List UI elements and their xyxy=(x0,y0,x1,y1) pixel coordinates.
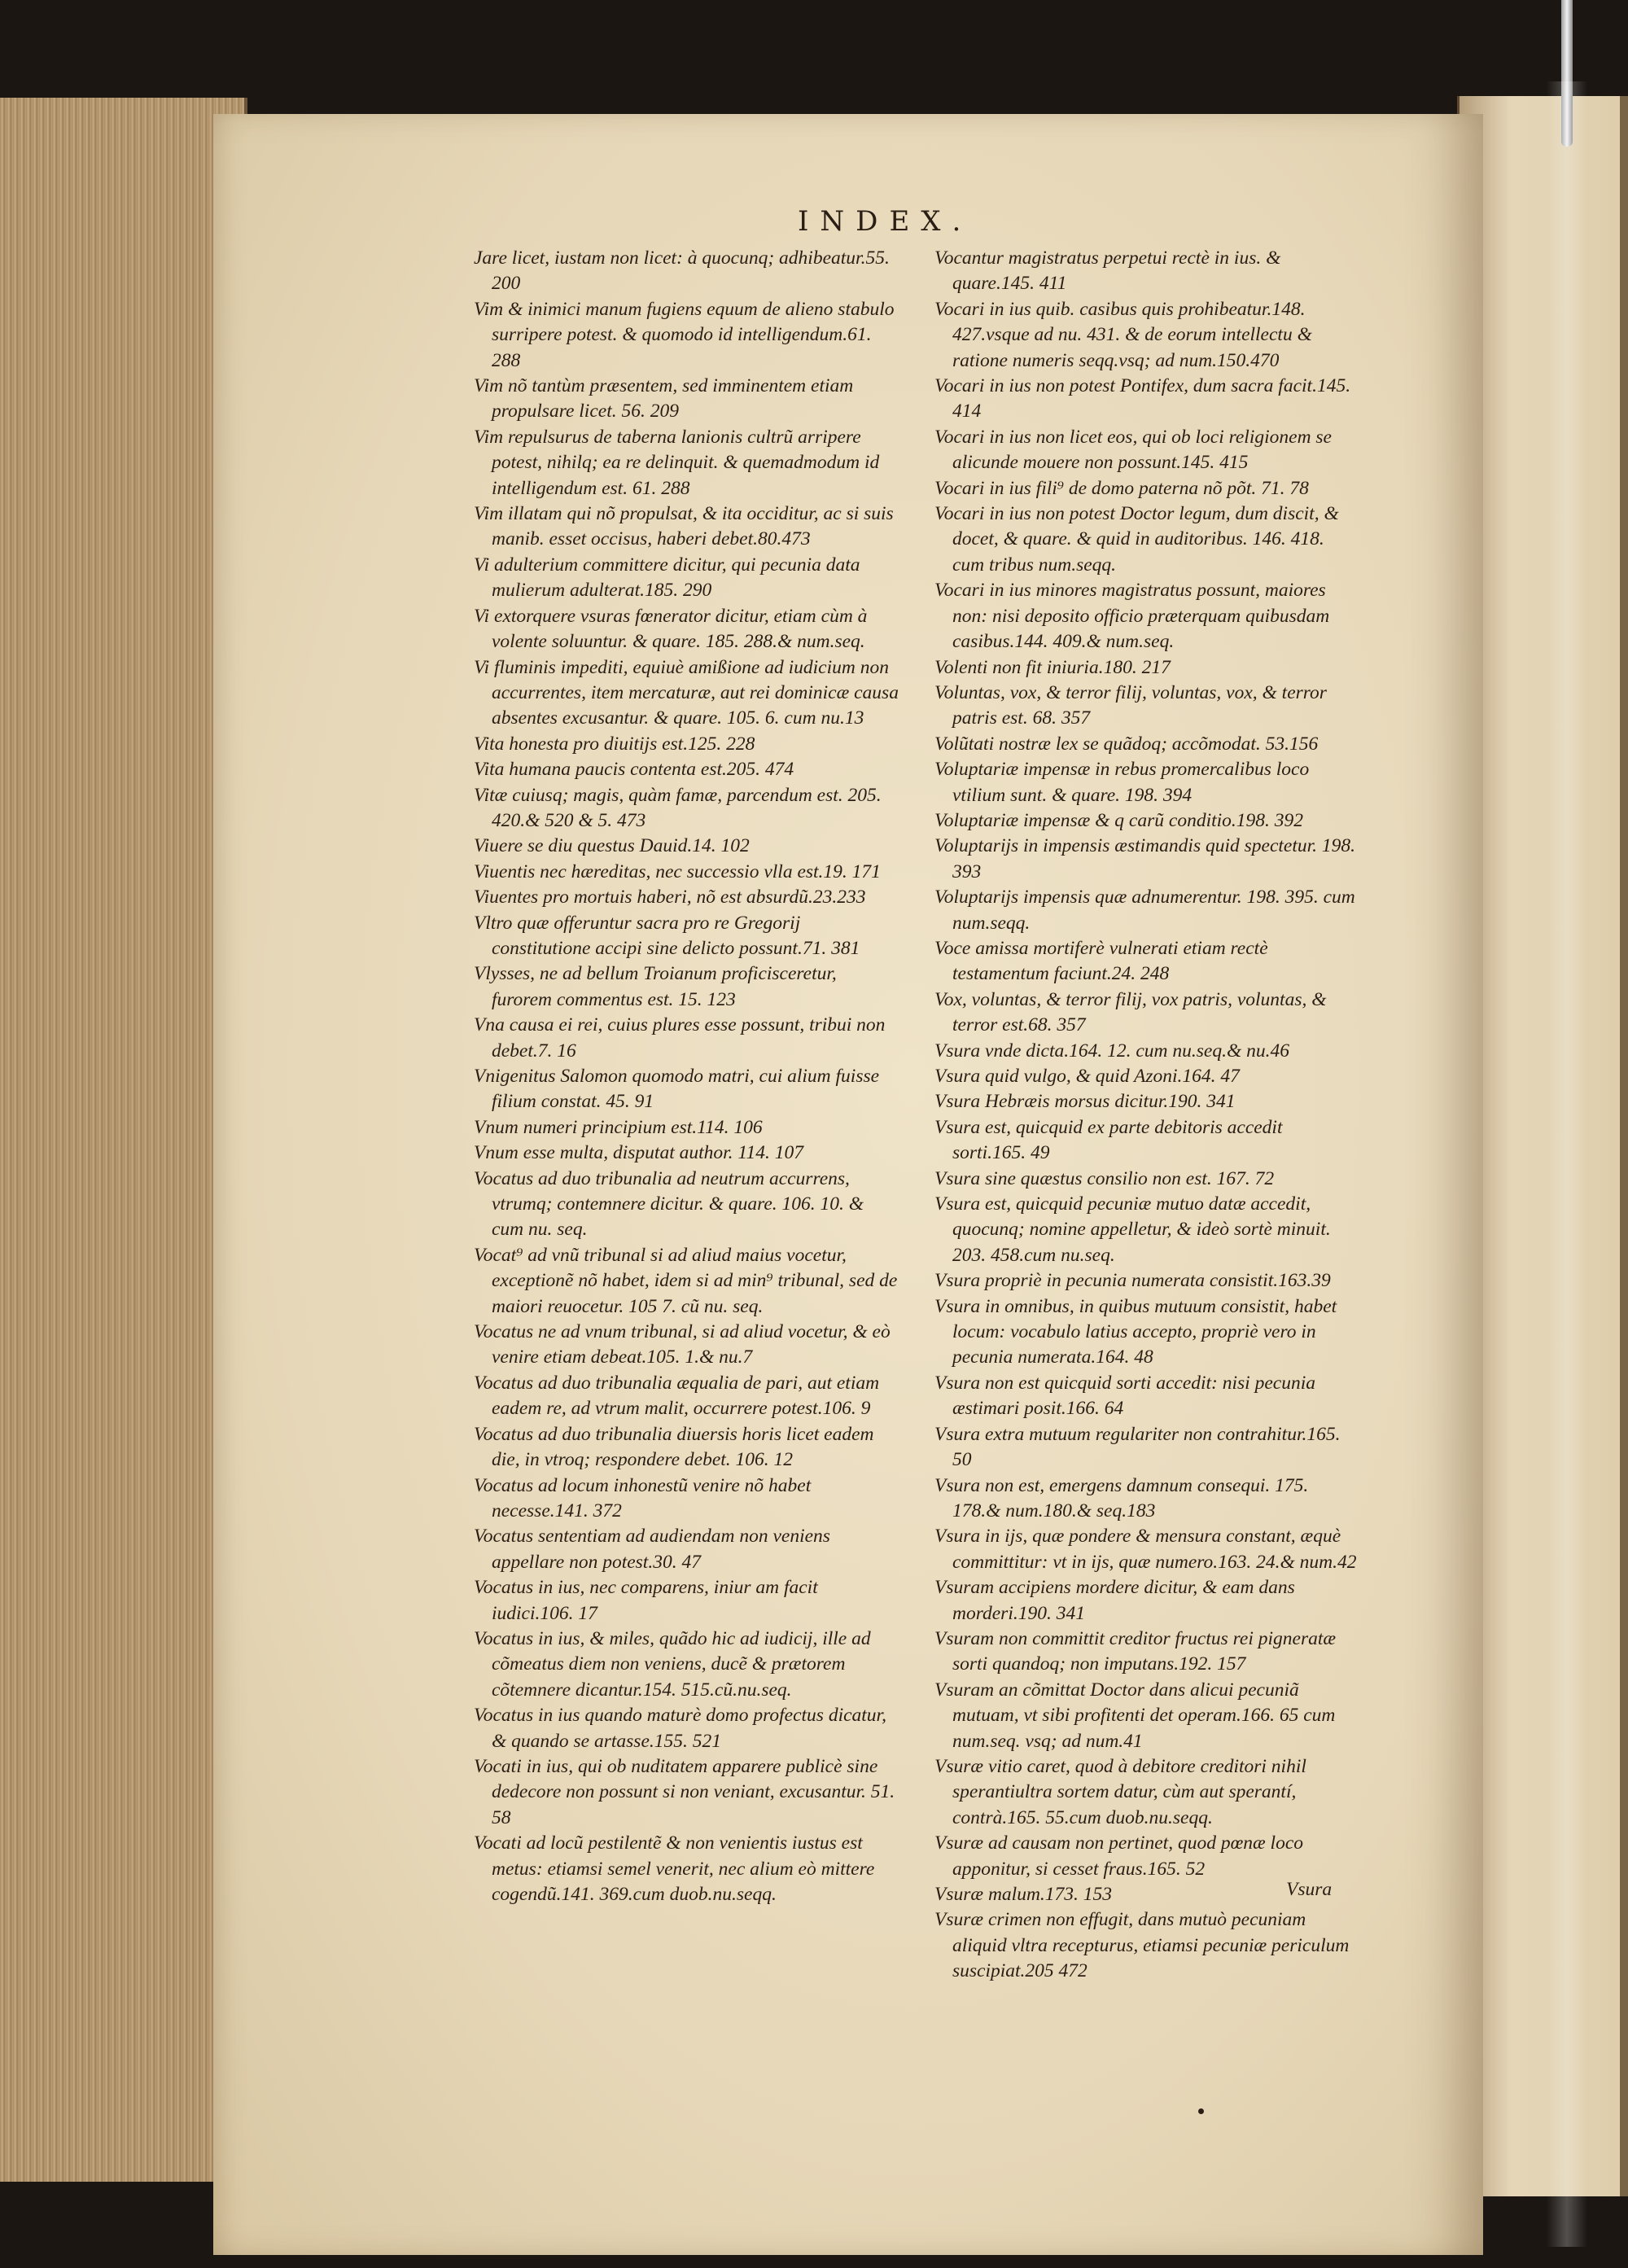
index-entry: Vim repulsurus de taberna lanionis cultrũ arripere potest, nihilq; ea re delinquit. & quemadmodum id intelligendum est. 61. 288 xyxy=(474,426,880,499)
index-entry: Vsura extra mutuum regulariter non contrahitur.165. 50 xyxy=(934,1423,1341,1471)
index-entry: Vocat⁹ ad vnũ tribunal si ad aliud maius vocetur, exceptionẽ nõ habet, idem si ad min⁹ tribunal, sed de maiori reuocetur. 105 7. cũ nu. seq. xyxy=(474,1244,898,1317)
index-entry: Vsuram an cõmittat Doctor dans alicui pecuniã mutuam, vt sibi profitenti det operam.166. 65 cum num.seq. vsq; ad num.41 xyxy=(934,1679,1336,1752)
index-entry: Vsuræ vitio caret, quod à debitore creditori nihil sperantiultra sortem datur, cùm aut sperantí, contrà.165. 55.cum duob.nu.seqq. xyxy=(934,1755,1306,1828)
index-entry: Vsura non est, emergens damnum consequi. 175. 178.& num.180.& seq.183 xyxy=(934,1474,1309,1521)
index-entry: Vocatus ne ad vnum tribunal, si ad aliud vocetur, & eò venire etiam debeat.105. 1.& nu.7 xyxy=(474,1321,891,1368)
index-entry: Vocati ad locũ pestilentẽ & non venientis iustus est metus: etiamsi semel venerit, nec alium eò mittere cogendũ.141. 369.cum duob.nu.seqq. xyxy=(474,1832,875,1905)
index-entry: Vocatus ad duo tribunalia diuersis horis licet eadem die, in vtroq; respondere debet. 106. 12 xyxy=(474,1423,874,1471)
index-entry: Vsuram accipiens mordere dicitur, & eam dans morderi.190. 341 xyxy=(934,1577,1295,1624)
index-entry: Vsura vnde dicta.164. 12. cum nu.seq.& nu.46 xyxy=(934,1040,1290,1062)
index-entry: Volũtati nostræ lex se quãdoq; accõmodat. 53.156 xyxy=(934,733,1319,755)
index-entry: Vna causa ei rei, cuius plures esse possunt, tribui non debet.7. 16 xyxy=(474,1014,886,1062)
index-entry: Vocatus sententiam ad audiendam non veniens appellare non potest.30. 47 xyxy=(474,1526,830,1573)
index-entry: Vocari in ius quib. casibus quis prohibeatur.148. 427.vsque ad nu. 431. & de eorum intellectu & ratione numeris seqq.vsq; ad num.150.470 xyxy=(934,298,1312,371)
index-entry: Vocatus in ius quando maturè domo profectus dicatur, & quando se artasse.155. 521 xyxy=(474,1705,886,1752)
index-entry: Viuentes pro mortuis haberi, nõ est absurdũ.23.233 xyxy=(474,887,866,909)
index-entry: Voluntas, vox, & terror filij, voluntas, vox, & terror patris est. 68. 357 xyxy=(934,681,1327,729)
index-entry: Vsura est, quicquid pecuniæ mutuo datæ accedit, quocunq; nomine appelletur, & ideò sortè minuit. 203. 458.cum nu.seq. xyxy=(934,1193,1331,1266)
index-entry: Vocari in ius minores magistratus possunt, maiores non: nisi deposito officio præterquam quibusdam casibus.144. 409.& num.seq. xyxy=(934,580,1330,653)
index-entry: Viuentis nec hæreditas, nec successio vlla est.19. 171 xyxy=(474,860,881,882)
index-entry: Vocari in ius non licet eos, qui ob loci religionem se alicunde mouere non possunt.145. 415 xyxy=(934,426,1332,474)
index-entry: Vsura Hebræis morsus dicitur.190. 341 xyxy=(934,1091,1236,1113)
index-entry: Volenti non fit iniuria.180. 217 xyxy=(934,656,1171,678)
index-entry: Vocari in ius fili⁹ de domo paterna nõ põt. 71. 78 xyxy=(934,477,1309,499)
index-entry: Voluptarijs in impensis æstimandis quid spectetur. 198. 393 xyxy=(934,835,1356,882)
index-entry: Voce amissa mortiferè vulnerati etiam rectè testamentum faciunt.24. 248 xyxy=(934,937,1268,985)
index-entry: Vocari in ius non potest Pontifex, dum sacra facit.145. 414 xyxy=(934,375,1351,423)
index-entry: Viuere se diu questus Dauid.14. 102 xyxy=(474,835,750,857)
index-entry: Voluptariæ impensæ in rebus promercalibus loco vtilium sunt. & quare. 198. 394 xyxy=(934,759,1310,806)
index-entry: Vsura non est quicquid sorti accedit: nisi pecunia æstimari posit.166. 64 xyxy=(934,1372,1315,1420)
right-index-column xyxy=(934,246,1358,1985)
index-entry: Vnum esse multa, disputat author. 114. 107 xyxy=(474,1142,803,1164)
facing-cover-edge xyxy=(1620,96,1628,2196)
index-entry: Vsuram non committit creditor fructus rei pigneratæ sorti quandoq; non imputans.192. 157 xyxy=(934,1627,1337,1675)
index-entry: Vlysses, ne ad bellum Troianum proficisceretur, furorem commentus est. 15. 123 xyxy=(474,963,837,1010)
index-entry: Vocatus in ius, nec comparens, iniur am facit iudici.106. 17 xyxy=(474,1577,818,1624)
index-entry: Vi extorquere vsuras fœnerator dicitur, etiam cùm à volente soluuntur. & quare. 185. 288.& num.seq. xyxy=(474,605,868,653)
page-header: INDEX. xyxy=(798,205,973,238)
index-entry: Vita honesta pro diuitijs est.125. 228 xyxy=(474,733,755,755)
index-entry: Vsura sine quæstus consilio non est. 167. 72 xyxy=(934,1167,1275,1189)
index-entry: Vsura in ijs, quæ pondere & mensura constant, æquè committitur: vt in ijs, quæ numero.163. 24.& num.42 xyxy=(934,1526,1357,1573)
index-entry: Vim & inimici manum fugiens equum de alieno stabulo surripere potest. & quomodo id intelligendum.61. 288 xyxy=(474,298,895,371)
index-entry: Vocatus ad duo tribunalia ad neutrum accurrens, vtrumq; contemnere dicitur. & quare. 106. 10. & cum nu. seq. xyxy=(474,1167,864,1241)
index-entry: Vocatus ad duo tribunalia æqualia de pari, aut etiam eadem re, ad vtrum malit, occurrere potest.106. 9 xyxy=(474,1372,880,1420)
index-entry: Vitæ cuiusq; magis, quàm famæ, parcendum est. 205. 420.& 520 & 5. 473 xyxy=(474,784,882,831)
index-entry: Vsura quid vulgo, & quid Azoni.164. 47 xyxy=(934,1066,1240,1087)
index-entry: Vocari in ius non potest Doctor legum, dum discit, & docet, & quare. & quid in auditoribus. 146. 418. cum tribus num.seqq. xyxy=(934,503,1339,576)
index-entry: Vocati in ius, qui ob nuditatem apparere publicè sine dedecore non possunt si non veniant, excusantur. 51. 58 xyxy=(474,1755,895,1828)
catchword: Vsura xyxy=(1286,1879,1333,1900)
index-entry: Vsura est, quicquid ex parte debitoris accedit sorti.165. 49 xyxy=(934,1116,1283,1164)
index-entry: Vocantur magistratus perpetui rectè in ius. & quare.145. 411 xyxy=(934,247,1281,295)
index-entry: Vsura propriè in pecunia numerata consistit.163.39 xyxy=(934,1270,1331,1292)
index-entry: Vocatus ad locum inhonestũ venire nõ habet necesse.141. 372 xyxy=(474,1474,812,1521)
index-entry: Vsuræ crimen non effugit, dans mutuò pecuniam aliquid vltra recepturus, etiamsi pecuniæ periculum suscipiat.205 472 xyxy=(934,1909,1350,1982)
index-entry: Vocatus in ius, & miles, quãdo hic ad iudicij, ille ad cõmeatus diem non veniens, ducẽ & prætorem cõtemnere dicantur.154. 515.cũ.nu.seq. xyxy=(474,1627,871,1701)
page-block-edge xyxy=(0,98,247,2182)
index-entry: Voluptariæ impensæ & q carũ conditio.198. 392 xyxy=(934,809,1304,831)
ink-spot xyxy=(1198,2108,1204,2114)
index-entry: Jare licet, iustam non licet: à quocunq; adhibeatur.55. 200 xyxy=(474,247,890,295)
index-entry: Vsura in omnibus, in quibus mutuum consistit, habet locum: vocabulo latius accepto, propriè vero in pecunia numerata.164. 48 xyxy=(934,1295,1337,1368)
index-entry: Vim illatam qui nõ propulsat, & ita occiditur, ac si suis manib. esset occisus, haberi debet.80.473 xyxy=(474,503,894,550)
clip-glare xyxy=(1547,81,1587,2247)
index-entry: Vi adulterium committere dicitur, qui pecunia data mulierum adulterat.185. 290 xyxy=(474,554,860,602)
index-entry: Vsuræ malum.173. 153 xyxy=(934,1884,1113,1905)
index-entry: Vox, voluntas, & terror filij, vox patris, voluntas, & terror est.68. 357 xyxy=(934,988,1327,1036)
index-entry: Vnigenitus Salomon quomodo matri, cui alium fuisse filium constat. 45. 91 xyxy=(474,1066,880,1113)
index-entry: Vita humana paucis contenta est.205. 474 xyxy=(474,759,794,781)
index-entry: Vi fluminis impediti, equiuè amißione ad iudicium non accurrentes, item mercaturæ, aut rei dominicæ causa absentes excusantur. & quare. 105. 6. cum nu.13 xyxy=(474,656,899,729)
index-entry: Vim nõ tantùm præsentem, sed imminentem etiam propulsare licet. 56. 209 xyxy=(474,375,854,423)
index-entry: Voluptarijs impensis quæ adnumerentur. 198. 395. cum num.seqq. xyxy=(934,887,1355,934)
left-index-column xyxy=(474,246,900,1907)
index-entry: Vsuræ ad causam non pertinet, quod pœnæ loco apponitur, si cesset fraus.165. 52 xyxy=(934,1832,1304,1880)
index-entry: Vltro quæ offeruntur sacra pro re Gregorij constitutione accipi sine delicto possunt.71. 381 xyxy=(474,912,860,959)
index-entry: Vnum numeri principium est.114. 106 xyxy=(474,1116,763,1138)
